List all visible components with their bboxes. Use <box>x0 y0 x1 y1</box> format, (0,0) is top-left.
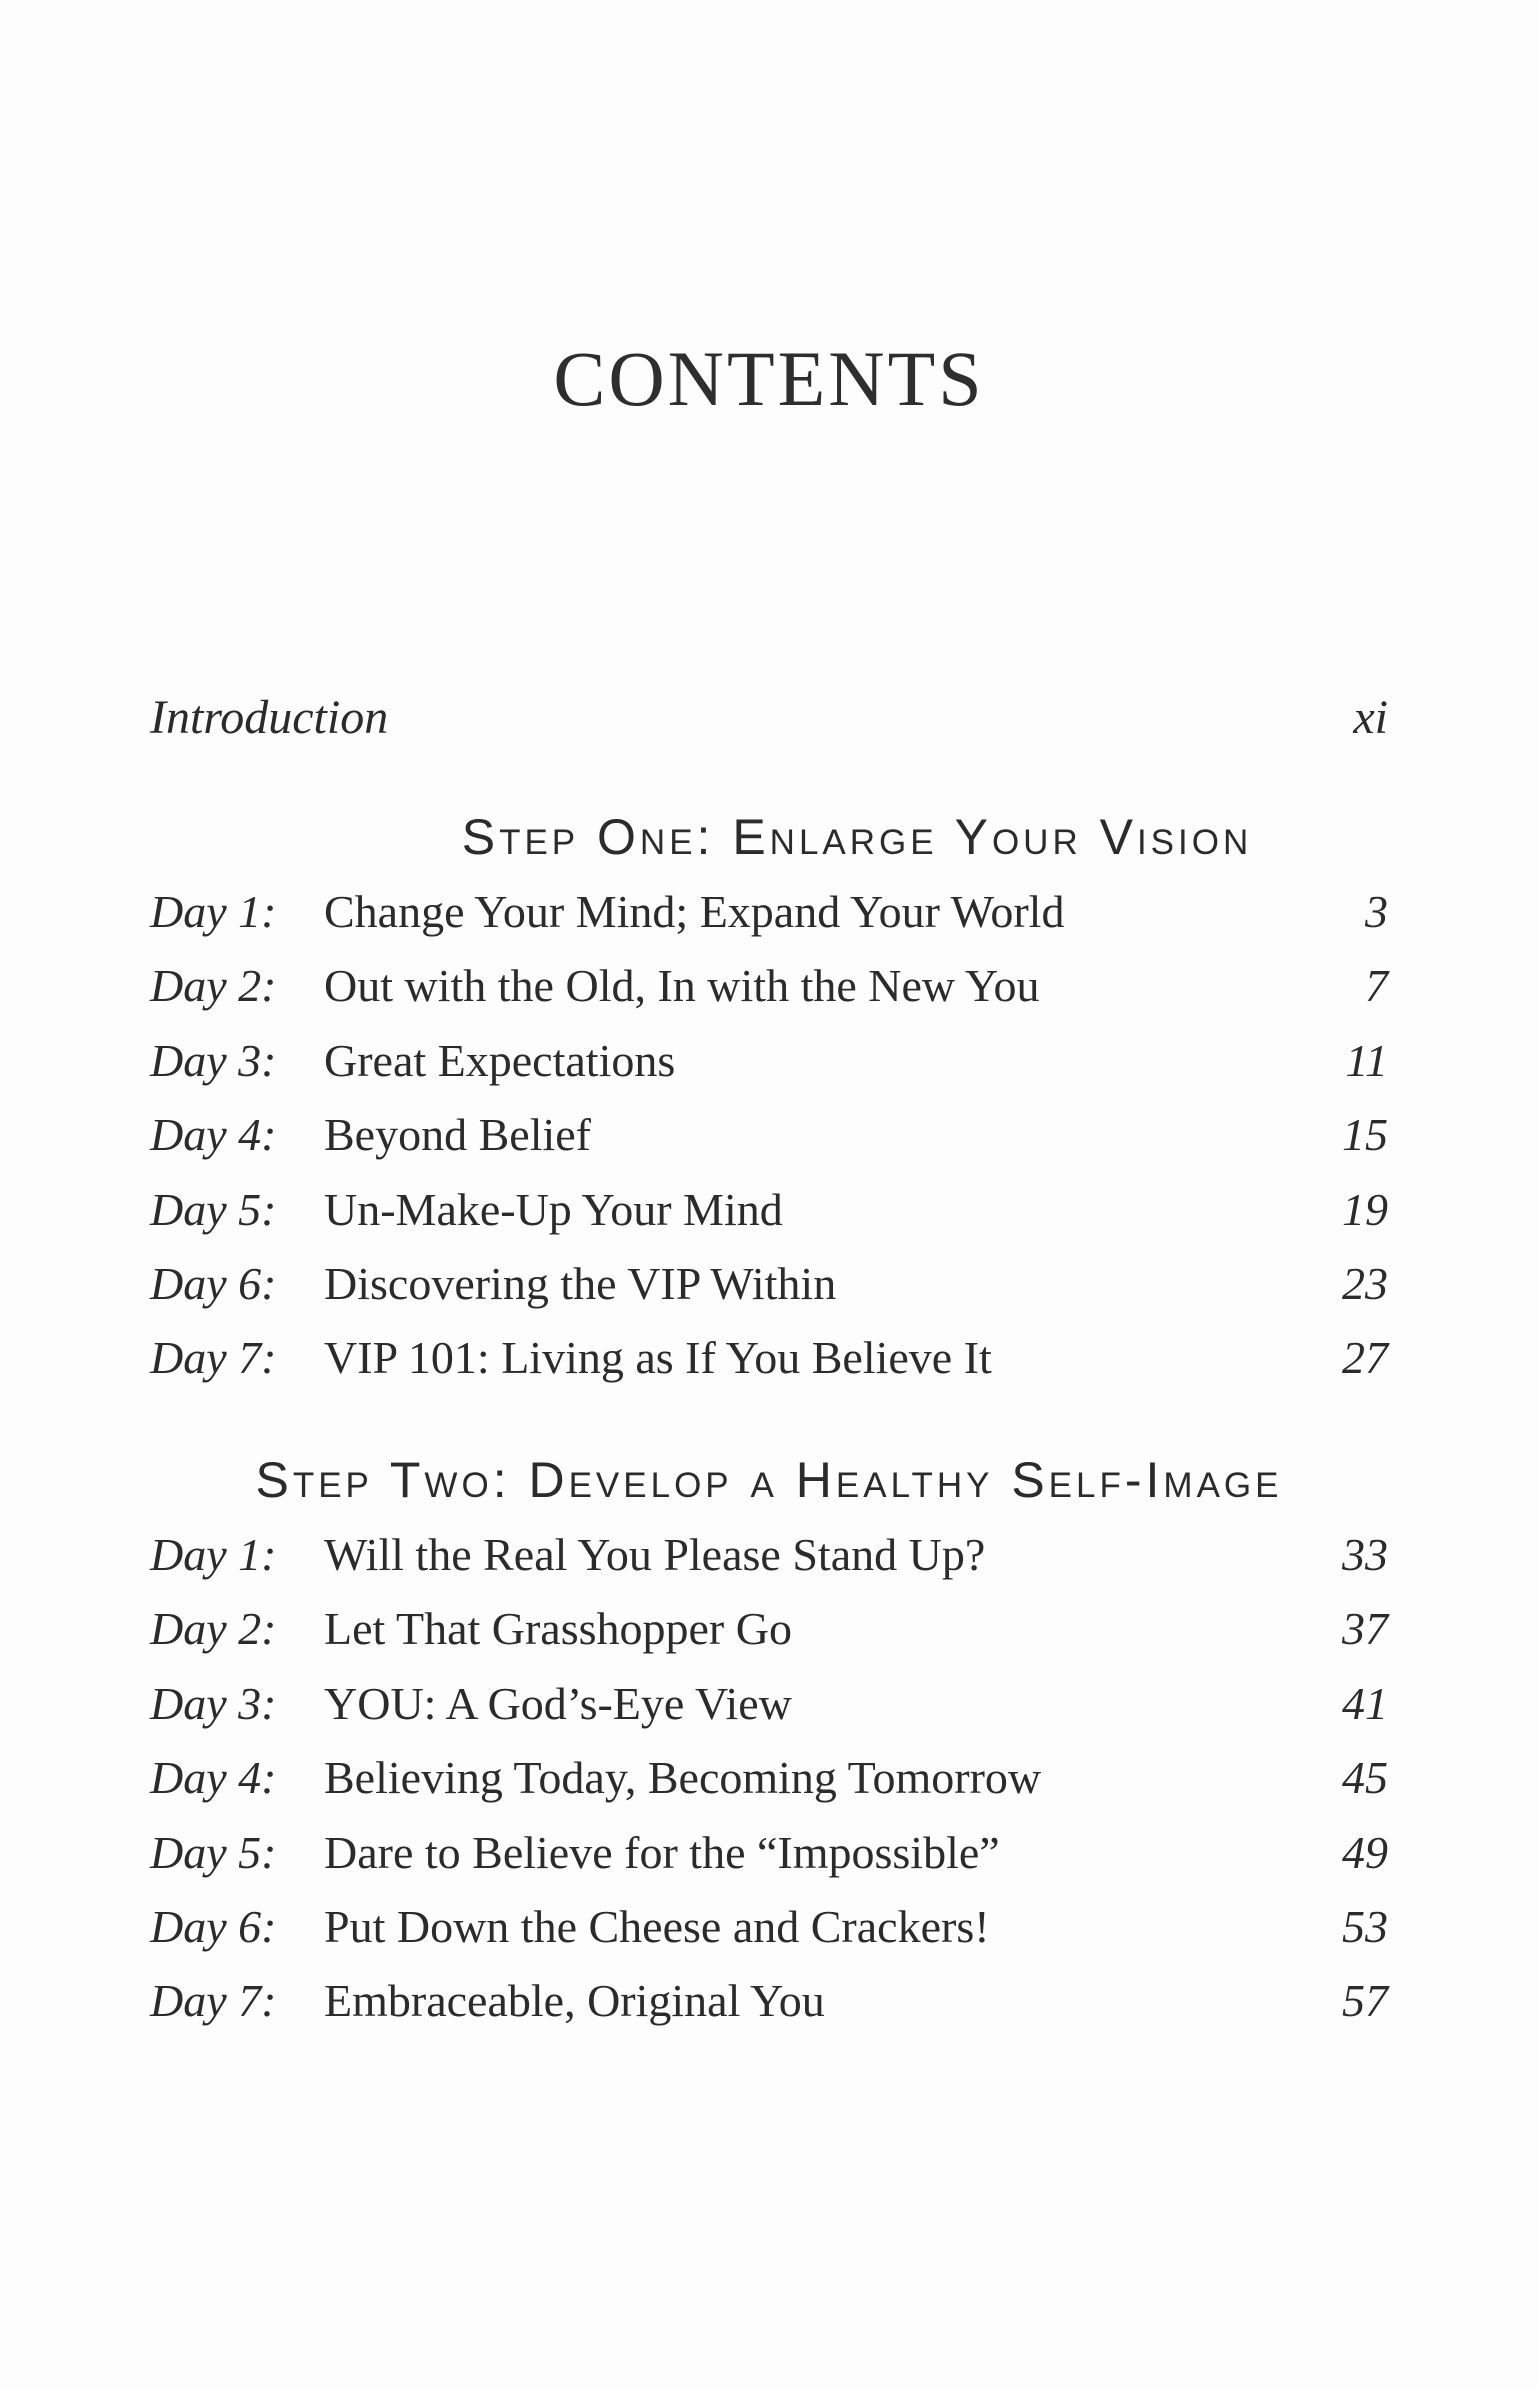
chapter-title: Put Down the Cheese and Crackers! <box>324 1900 990 1952</box>
chapter-title: Un-Make-Up Your Mind <box>324 1183 783 1235</box>
toc-entry <box>150 1525 1388 1599</box>
toc-entry <box>150 1180 1388 1254</box>
day-label: Day 7: <box>150 1332 277 1384</box>
toc-entry <box>150 1105 1388 1179</box>
introduction-page-number: xi <box>1353 691 1388 744</box>
day-label: Day 7: <box>150 1975 277 2027</box>
step-one-entries <box>150 882 1388 1403</box>
page-number: 27 <box>1342 1332 1388 1384</box>
toc-entry <box>150 1971 1388 2045</box>
toc-entry <box>150 1599 1388 1673</box>
chapter-title: Will the Real You Please Stand Up? <box>324 1529 986 1580</box>
day-label: Day 6: <box>150 1900 277 1952</box>
chapter-title: VIP 101: Living as If You Believe It <box>324 1332 992 1384</box>
chapter-title: Change Your Mind; Expand Your World <box>324 886 1065 937</box>
page-number: 49 <box>1342 1826 1388 1878</box>
chapter-title: Dare to Believe for the “Impossible” <box>324 1826 1000 1878</box>
page-number: 15 <box>1342 1109 1388 1161</box>
page-number: 45 <box>1342 1752 1388 1804</box>
step-one-heading: Step One: Enlarge Your Vision <box>461 809 1253 865</box>
day-label: Day 4: <box>150 1752 277 1804</box>
page-number: 57 <box>1342 1975 1388 2027</box>
chapter-title: Great Expectations <box>324 1034 676 1086</box>
page-number: 23 <box>1342 1257 1388 1309</box>
page-number: 11 <box>1345 1034 1388 1086</box>
page-number: 33 <box>1342 1529 1388 1580</box>
toc-entry <box>150 956 1388 1030</box>
toc-entry <box>150 1823 1388 1897</box>
toc-entry <box>150 882 1388 956</box>
day-label: Day 1: <box>150 1529 277 1580</box>
step-two-entries <box>150 1525 1388 2046</box>
toc-entry <box>150 1748 1388 1822</box>
toc-entry <box>150 1328 1388 1402</box>
chapter-title: Believing Today, Becoming Tomorrow <box>324 1752 1042 1804</box>
introduction-label: Introduction <box>150 691 389 744</box>
chapter-title: Let That Grasshopper Go <box>324 1603 792 1655</box>
chapter-title: YOU: A God’s-Eye View <box>324 1677 792 1729</box>
toc-entry <box>150 1897 1388 1971</box>
chapter-title: Out with the Old, In with the New You <box>324 960 1040 1012</box>
page-number: 37 <box>1342 1603 1388 1655</box>
toc-entry <box>150 1674 1388 1748</box>
day-label: Day 2: <box>150 1603 277 1655</box>
page-number: 41 <box>1342 1677 1388 1729</box>
toc-introduction-row <box>150 688 1388 748</box>
day-label: Day 6: <box>150 1257 277 1309</box>
day-label: Day 4: <box>150 1109 277 1161</box>
step-two-heading: Step Two: Develop a Healthy Self-Image <box>255 1452 1283 1508</box>
toc-entry <box>150 1031 1388 1105</box>
day-label: Day 1: <box>150 886 277 937</box>
chapter-title: Beyond Belief <box>324 1109 591 1161</box>
day-label: Day 2: <box>150 960 277 1012</box>
page-number: 53 <box>1342 1900 1388 1952</box>
page-number: 7 <box>1365 960 1388 1012</box>
day-label: Day 3: <box>150 1034 277 1086</box>
day-label: Day 3: <box>150 1677 277 1729</box>
day-label: Day 5: <box>150 1826 277 1878</box>
page-number: 19 <box>1342 1183 1388 1235</box>
toc-entry <box>150 1254 1388 1328</box>
page-number: 3 <box>1365 886 1388 937</box>
day-label: Day 5: <box>150 1183 277 1235</box>
page-title: CONTENTS <box>553 335 985 422</box>
chapter-title: Discovering the VIP Within <box>324 1257 837 1309</box>
chapter-title: Embraceable, Original You <box>324 1975 825 2027</box>
